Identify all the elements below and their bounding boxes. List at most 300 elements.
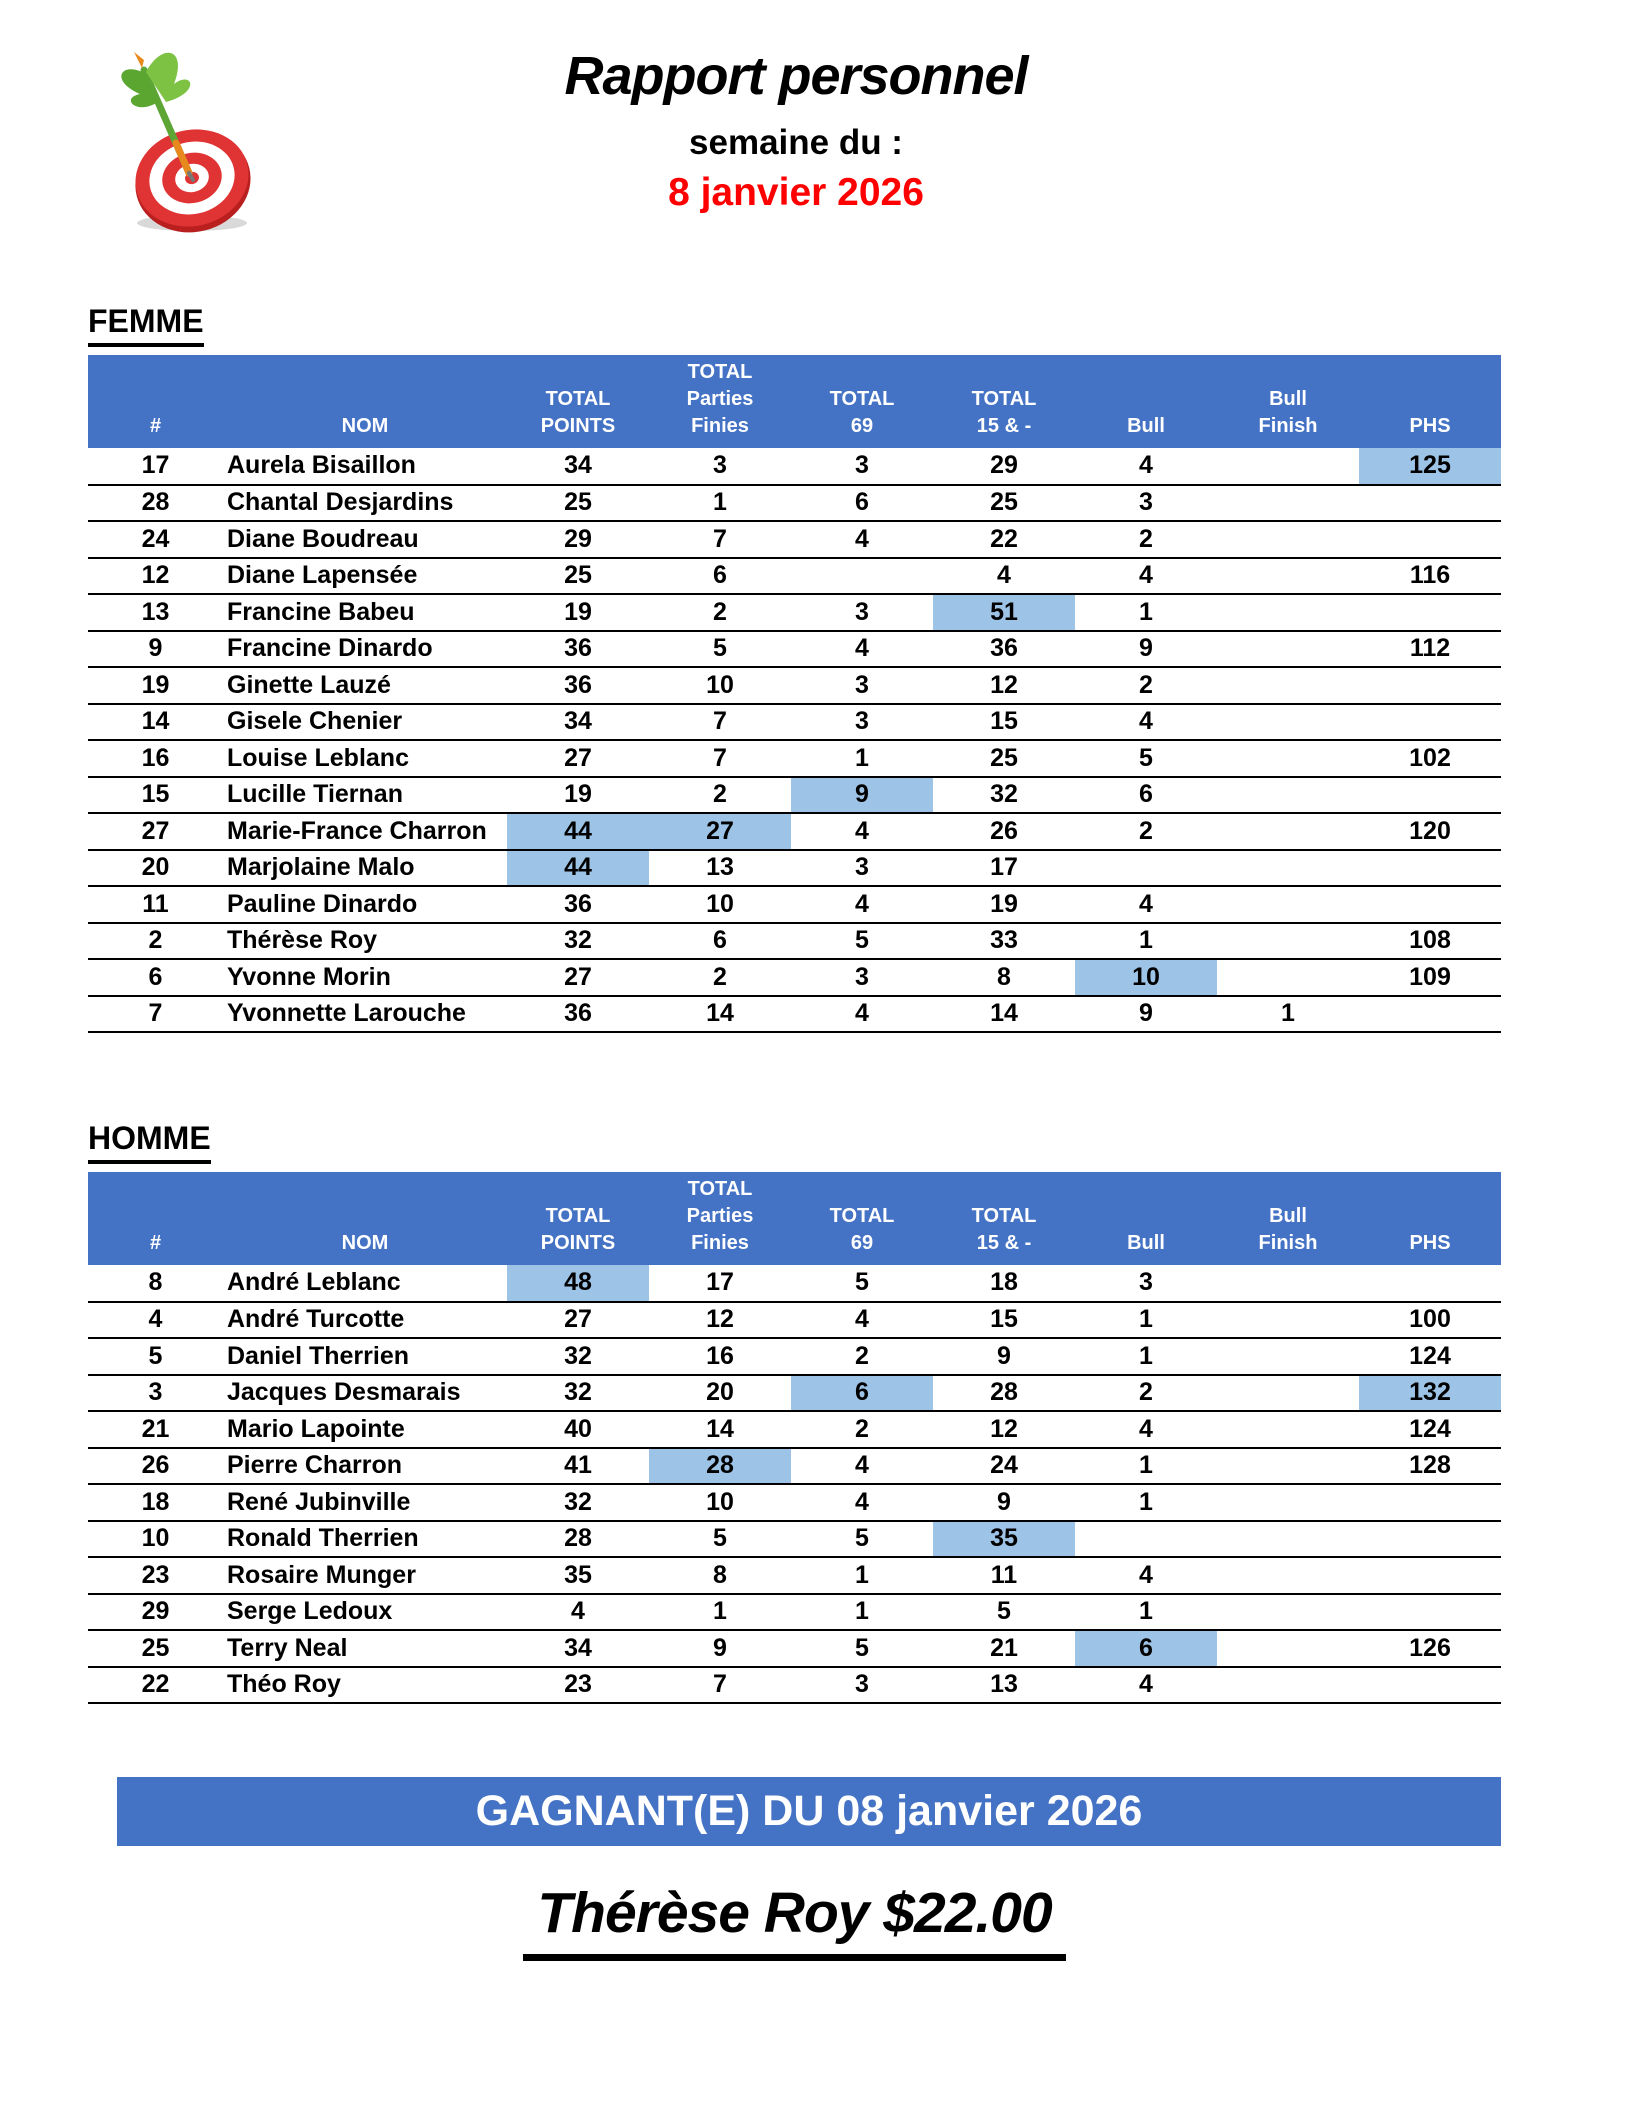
cell-finies: 10 <box>649 667 791 704</box>
table-row <box>88 594 1501 631</box>
cell-s69: 5 <box>791 1521 933 1558</box>
cell-phs <box>1359 1484 1501 1521</box>
femme-table <box>88 355 1501 1033</box>
winner-name-line <box>88 1880 1501 1961</box>
cell-bull: 1 <box>1075 1484 1217 1521</box>
cell-s15: 5 <box>933 1594 1075 1631</box>
cell-num: 21 <box>88 1411 223 1448</box>
homme-section-heading <box>88 1120 211 1164</box>
cell-nom: Serge Ledoux <box>223 1594 507 1631</box>
cell-nom: Chantal Desjardins <box>223 485 507 522</box>
cell-nom: Ginette Lauzé <box>223 667 507 704</box>
cell-finies: 2 <box>649 959 791 996</box>
cell-s15: 17 <box>933 850 1075 887</box>
cell-bull: 3 <box>1075 1265 1217 1302</box>
cell-phs <box>1359 1265 1501 1302</box>
cell-phs: 102 <box>1359 740 1501 777</box>
table-row <box>88 740 1501 777</box>
cell-finies: 7 <box>649 521 791 558</box>
cell-nom: Ronald Therrien <box>223 1521 507 1558</box>
cell-points: 19 <box>507 777 649 814</box>
cell-points: 27 <box>507 1302 649 1339</box>
cell-num: 5 <box>88 1338 223 1375</box>
cell-bullfinish <box>1217 594 1359 631</box>
cell-phs: 128 <box>1359 1448 1501 1485</box>
cell-s15: 12 <box>933 667 1075 704</box>
cell-bullfinish <box>1217 1265 1359 1302</box>
cell-points: 29 <box>507 521 649 558</box>
cell-num: 8 <box>88 1265 223 1302</box>
table-row <box>88 704 1501 741</box>
cell-phs: 100 <box>1359 1302 1501 1339</box>
cell-s15: 15 <box>933 704 1075 741</box>
cell-finies: 5 <box>649 631 791 668</box>
cell-s69: 4 <box>791 1448 933 1485</box>
cell-bullfinish <box>1217 1521 1359 1558</box>
cell-bull: 6 <box>1075 777 1217 814</box>
cell-bullfinish <box>1217 740 1359 777</box>
cell-num: 3 <box>88 1375 223 1412</box>
cell-s69: 3 <box>791 1667 933 1704</box>
cell-phs: 124 <box>1359 1338 1501 1375</box>
cell-num: 10 <box>88 1521 223 1558</box>
cell-bull: 1 <box>1075 1594 1217 1631</box>
cell-points: 41 <box>507 1448 649 1485</box>
cell-phs <box>1359 996 1501 1033</box>
cell-points: 44 <box>507 813 649 850</box>
cell-s15: 36 <box>933 631 1075 668</box>
cell-s69: 6 <box>791 1375 933 1412</box>
cell-nom: Louise Leblanc <box>223 740 507 777</box>
cell-num: 12 <box>88 558 223 595</box>
cell-bull: 2 <box>1075 813 1217 850</box>
cell-bullfinish <box>1217 1557 1359 1594</box>
cell-s15: 33 <box>933 923 1075 960</box>
cell-points: 25 <box>507 558 649 595</box>
cell-num: 14 <box>88 704 223 741</box>
cell-num: 18 <box>88 1484 223 1521</box>
cell-bullfinish <box>1217 886 1359 923</box>
column-header-nom: NOM <box>223 1172 507 1265</box>
column-header-num: # <box>88 355 223 448</box>
cell-phs: 120 <box>1359 813 1501 850</box>
cell-nom: André Leblanc <box>223 1265 507 1302</box>
cell-bull: 4 <box>1075 886 1217 923</box>
cell-s69: 4 <box>791 631 933 668</box>
dartboard-icon-graphic <box>92 40 257 235</box>
cell-bull: 6 <box>1075 1630 1217 1667</box>
cell-nom: Daniel Therrien <box>223 1338 507 1375</box>
cell-points: 34 <box>507 448 649 485</box>
cell-finies: 6 <box>649 923 791 960</box>
column-header-s15: TOTAL 15 & - <box>933 355 1075 448</box>
cell-bull: 1 <box>1075 1448 1217 1485</box>
table-row <box>88 1557 1501 1594</box>
cell-phs <box>1359 521 1501 558</box>
cell-finies: 2 <box>649 777 791 814</box>
cell-s69: 2 <box>791 1411 933 1448</box>
cell-s69: 4 <box>791 1484 933 1521</box>
cell-points: 23 <box>507 1667 649 1704</box>
column-header-s69: TOTAL 69 <box>791 355 933 448</box>
cell-s15: 28 <box>933 1375 1075 1412</box>
cell-num: 23 <box>88 1557 223 1594</box>
cell-s69: 4 <box>791 996 933 1033</box>
cell-finies: 14 <box>649 1411 791 1448</box>
cell-points: 36 <box>507 631 649 668</box>
cell-nom: Marjolaine Malo <box>223 850 507 887</box>
report-header <box>250 44 1342 216</box>
cell-bullfinish <box>1217 1630 1359 1667</box>
homme-heading-label: HOMME <box>88 1120 211 1164</box>
column-header-bull: Bull <box>1075 1172 1217 1265</box>
table-row <box>88 448 1501 485</box>
cell-nom: Yvonne Morin <box>223 959 507 996</box>
report-title: Rapport personnel <box>564 46 1028 106</box>
cell-bull <box>1075 1521 1217 1558</box>
cell-s69: 2 <box>791 1338 933 1375</box>
cell-finies: 7 <box>649 704 791 741</box>
cell-nom: René Jubinville <box>223 1484 507 1521</box>
table-row <box>88 667 1501 704</box>
cell-s69: 3 <box>791 667 933 704</box>
cell-phs: 116 <box>1359 558 1501 595</box>
cell-num: 9 <box>88 631 223 668</box>
cell-phs: 124 <box>1359 1411 1501 1448</box>
cell-phs <box>1359 485 1501 522</box>
table-row <box>88 1521 1501 1558</box>
cell-s69: 6 <box>791 485 933 522</box>
cell-s15: 25 <box>933 485 1075 522</box>
cell-s69: 3 <box>791 959 933 996</box>
cell-num: 11 <box>88 886 223 923</box>
cell-bullfinish <box>1217 704 1359 741</box>
cell-bull: 2 <box>1075 1375 1217 1412</box>
cell-nom: Pauline Dinardo <box>223 886 507 923</box>
cell-bull: 4 <box>1075 704 1217 741</box>
cell-points: 40 <box>507 1411 649 1448</box>
cell-points: 28 <box>507 1521 649 1558</box>
cell-finies: 1 <box>649 1594 791 1631</box>
cell-points: 32 <box>507 1338 649 1375</box>
cell-num: 16 <box>88 740 223 777</box>
cell-finies: 2 <box>649 594 791 631</box>
cell-points: 36 <box>507 667 649 704</box>
cell-phs: 108 <box>1359 923 1501 960</box>
cell-finies: 9 <box>649 1630 791 1667</box>
cell-finies: 17 <box>649 1265 791 1302</box>
table-row <box>88 558 1501 595</box>
cell-s69: 3 <box>791 594 933 631</box>
cell-s69: 9 <box>791 777 933 814</box>
cell-nom: Pierre Charron <box>223 1448 507 1485</box>
cell-s15: 29 <box>933 448 1075 485</box>
cell-s15: 8 <box>933 959 1075 996</box>
cell-nom: Francine Babeu <box>223 594 507 631</box>
cell-nom: André Turcotte <box>223 1302 507 1339</box>
report-week-date: 8 janvier 2026 <box>668 171 924 214</box>
cell-s15: 25 <box>933 740 1075 777</box>
cell-s69: 4 <box>791 813 933 850</box>
cell-bullfinish <box>1217 448 1359 485</box>
table-row <box>88 886 1501 923</box>
cell-bull: 1 <box>1075 923 1217 960</box>
cell-s15: 18 <box>933 1265 1075 1302</box>
table-row <box>88 1338 1501 1375</box>
cell-nom: Théo Roy <box>223 1667 507 1704</box>
cell-bull: 9 <box>1075 996 1217 1033</box>
cell-bull <box>1075 850 1217 887</box>
cell-finies: 7 <box>649 1667 791 1704</box>
cell-num: 7 <box>88 996 223 1033</box>
cell-bull: 1 <box>1075 1302 1217 1339</box>
cell-finies: 27 <box>649 813 791 850</box>
cell-s69: 5 <box>791 1630 933 1667</box>
table-row <box>88 813 1501 850</box>
cell-bull: 4 <box>1075 448 1217 485</box>
cell-bull: 4 <box>1075 1557 1217 1594</box>
cell-bull: 2 <box>1075 521 1217 558</box>
cell-points: 32 <box>507 1375 649 1412</box>
cell-num: 17 <box>88 448 223 485</box>
femme-heading-label: FEMME <box>88 303 204 347</box>
cell-bullfinish <box>1217 1667 1359 1704</box>
cell-num: 25 <box>88 1630 223 1667</box>
cell-s15: 4 <box>933 558 1075 595</box>
cell-num: 13 <box>88 594 223 631</box>
table-row <box>88 1411 1501 1448</box>
cell-bullfinish <box>1217 1594 1359 1631</box>
cell-nom: Francine Dinardo <box>223 631 507 668</box>
cell-points: 36 <box>507 996 649 1033</box>
cell-nom: Rosaire Munger <box>223 1557 507 1594</box>
table-header-row <box>88 1172 1501 1265</box>
column-header-points: TOTAL POINTS <box>507 1172 649 1265</box>
cell-phs <box>1359 667 1501 704</box>
cell-bullfinish <box>1217 1484 1359 1521</box>
cell-phs <box>1359 886 1501 923</box>
column-header-bullfinish: Bull Finish <box>1217 355 1359 448</box>
cell-points: 34 <box>507 1630 649 1667</box>
cell-finies: 10 <box>649 886 791 923</box>
cell-points: 25 <box>507 485 649 522</box>
cell-nom: Marie-France Charron <box>223 813 507 850</box>
cell-bullfinish <box>1217 1375 1359 1412</box>
column-header-s69: TOTAL 69 <box>791 1172 933 1265</box>
cell-s15: 32 <box>933 777 1075 814</box>
column-header-bullfinish: Bull Finish <box>1217 1172 1359 1265</box>
cell-num: 26 <box>88 1448 223 1485</box>
cell-bullfinish <box>1217 521 1359 558</box>
cell-nom: Gisele Chenier <box>223 704 507 741</box>
column-header-s15: TOTAL 15 & - <box>933 1172 1075 1265</box>
cell-finies: 16 <box>649 1338 791 1375</box>
cell-bullfinish <box>1217 959 1359 996</box>
table-row <box>88 1302 1501 1339</box>
cell-finies: 5 <box>649 1521 791 1558</box>
cell-points: 19 <box>507 594 649 631</box>
cell-s15: 12 <box>933 1411 1075 1448</box>
table-row <box>88 1484 1501 1521</box>
table-row <box>88 1448 1501 1485</box>
table-header-row <box>88 355 1501 448</box>
cell-num: 22 <box>88 1667 223 1704</box>
table-row <box>88 1265 1501 1302</box>
cell-bullfinish <box>1217 813 1359 850</box>
cell-s15: 9 <box>933 1484 1075 1521</box>
cell-num: 20 <box>88 850 223 887</box>
cell-finies: 7 <box>649 740 791 777</box>
cell-phs <box>1359 1557 1501 1594</box>
cell-bull: 3 <box>1075 485 1217 522</box>
cell-bullfinish <box>1217 1302 1359 1339</box>
cell-s15: 21 <box>933 1630 1075 1667</box>
cell-phs: 132 <box>1359 1375 1501 1412</box>
cell-bull: 1 <box>1075 594 1217 631</box>
cell-bull: 2 <box>1075 667 1217 704</box>
cell-phs: 125 <box>1359 448 1501 485</box>
femme-section-heading <box>88 303 204 347</box>
cell-finies: 1 <box>649 485 791 522</box>
cell-finies: 12 <box>649 1302 791 1339</box>
table-row <box>88 1667 1501 1704</box>
cell-s69 <box>791 558 933 595</box>
cell-nom: Diane Lapensée <box>223 558 507 595</box>
cell-s15: 51 <box>933 594 1075 631</box>
cell-num: 29 <box>88 1594 223 1631</box>
cell-points: 32 <box>507 1484 649 1521</box>
cell-points: 4 <box>507 1594 649 1631</box>
cell-points: 32 <box>507 923 649 960</box>
cell-finies: 10 <box>649 1484 791 1521</box>
cell-points: 44 <box>507 850 649 887</box>
cell-points: 27 <box>507 959 649 996</box>
cell-phs <box>1359 1594 1501 1631</box>
cell-bull: 10 <box>1075 959 1217 996</box>
cell-phs <box>1359 850 1501 887</box>
column-header-nom: NOM <box>223 355 507 448</box>
cell-num: 28 <box>88 485 223 522</box>
cell-points: 35 <box>507 1557 649 1594</box>
cell-phs <box>1359 1521 1501 1558</box>
cell-s69: 5 <box>791 1265 933 1302</box>
cell-bullfinish <box>1217 667 1359 704</box>
cell-phs: 126 <box>1359 1630 1501 1667</box>
cell-bullfinish <box>1217 558 1359 595</box>
table-row <box>88 850 1501 887</box>
table-row <box>88 631 1501 668</box>
cell-s69: 1 <box>791 1594 933 1631</box>
cell-bullfinish <box>1217 1411 1359 1448</box>
cell-bullfinish <box>1217 485 1359 522</box>
cell-finies: 28 <box>649 1448 791 1485</box>
cell-phs: 109 <box>1359 959 1501 996</box>
cell-num: 24 <box>88 521 223 558</box>
table-row <box>88 1594 1501 1631</box>
cell-num: 2 <box>88 923 223 960</box>
cell-nom: Mario Lapointe <box>223 1411 507 1448</box>
winner-banner-label: GAGNANT(E) DU 08 janvier 2026 <box>475 1787 1143 1835</box>
cell-s15: 13 <box>933 1667 1075 1704</box>
cell-bullfinish <box>1217 1448 1359 1485</box>
table-row <box>88 1630 1501 1667</box>
cell-finies: 3 <box>649 448 791 485</box>
cell-bullfinish <box>1217 923 1359 960</box>
homme-table <box>88 1172 1501 1704</box>
cell-bull: 4 <box>1075 1411 1217 1448</box>
cell-num: 15 <box>88 777 223 814</box>
cell-bullfinish <box>1217 850 1359 887</box>
cell-bullfinish: 1 <box>1217 996 1359 1033</box>
table-row <box>88 777 1501 814</box>
cell-bull: 1 <box>1075 1338 1217 1375</box>
table-row <box>88 521 1501 558</box>
cell-s15: 35 <box>933 1521 1075 1558</box>
winner-name: Thérèse Roy $22.00 <box>523 1880 1065 1961</box>
column-header-points: TOTAL POINTS <box>507 355 649 448</box>
cell-bull: 4 <box>1075 1667 1217 1704</box>
cell-phs: 112 <box>1359 631 1501 668</box>
cell-nom: Lucille Tiernan <box>223 777 507 814</box>
column-header-phs: PHS <box>1359 1172 1501 1265</box>
cell-s69: 4 <box>791 886 933 923</box>
cell-s69: 1 <box>791 740 933 777</box>
column-header-num: # <box>88 1172 223 1265</box>
cell-num: 6 <box>88 959 223 996</box>
report-subtitle: semaine du : <box>689 123 903 162</box>
cell-s69: 3 <box>791 448 933 485</box>
table-row <box>88 996 1501 1033</box>
cell-s15: 19 <box>933 886 1075 923</box>
cell-s15: 15 <box>933 1302 1075 1339</box>
cell-s69: 3 <box>791 704 933 741</box>
cell-num: 4 <box>88 1302 223 1339</box>
cell-nom: Diane Boudreau <box>223 521 507 558</box>
column-header-bull: Bull <box>1075 355 1217 448</box>
table-row <box>88 1375 1501 1412</box>
cell-bull: 9 <box>1075 631 1217 668</box>
cell-s69: 5 <box>791 923 933 960</box>
cell-s69: 4 <box>791 1302 933 1339</box>
column-header-phs: PHS <box>1359 355 1501 448</box>
cell-bullfinish <box>1217 777 1359 814</box>
cell-nom: Jacques Desmarais <box>223 1375 507 1412</box>
cell-s15: 26 <box>933 813 1075 850</box>
cell-finies: 14 <box>649 996 791 1033</box>
cell-num: 19 <box>88 667 223 704</box>
cell-phs <box>1359 777 1501 814</box>
cell-s15: 22 <box>933 521 1075 558</box>
cell-s15: 9 <box>933 1338 1075 1375</box>
table-row <box>88 485 1501 522</box>
cell-s15: 24 <box>933 1448 1075 1485</box>
cell-bull: 5 <box>1075 740 1217 777</box>
cell-nom: Terry Neal <box>223 1630 507 1667</box>
cell-finies: 8 <box>649 1557 791 1594</box>
winner-banner <box>117 1777 1501 1846</box>
cell-points: 27 <box>507 740 649 777</box>
cell-points: 36 <box>507 886 649 923</box>
cell-finies: 13 <box>649 850 791 887</box>
dartboard-icon <box>92 40 257 235</box>
cell-s15: 14 <box>933 996 1075 1033</box>
cell-phs <box>1359 704 1501 741</box>
cell-nom: Yvonnette Larouche <box>223 996 507 1033</box>
cell-bullfinish <box>1217 631 1359 668</box>
table-row <box>88 959 1501 996</box>
cell-nom: Thérèse Roy <box>223 923 507 960</box>
cell-points: 34 <box>507 704 649 741</box>
